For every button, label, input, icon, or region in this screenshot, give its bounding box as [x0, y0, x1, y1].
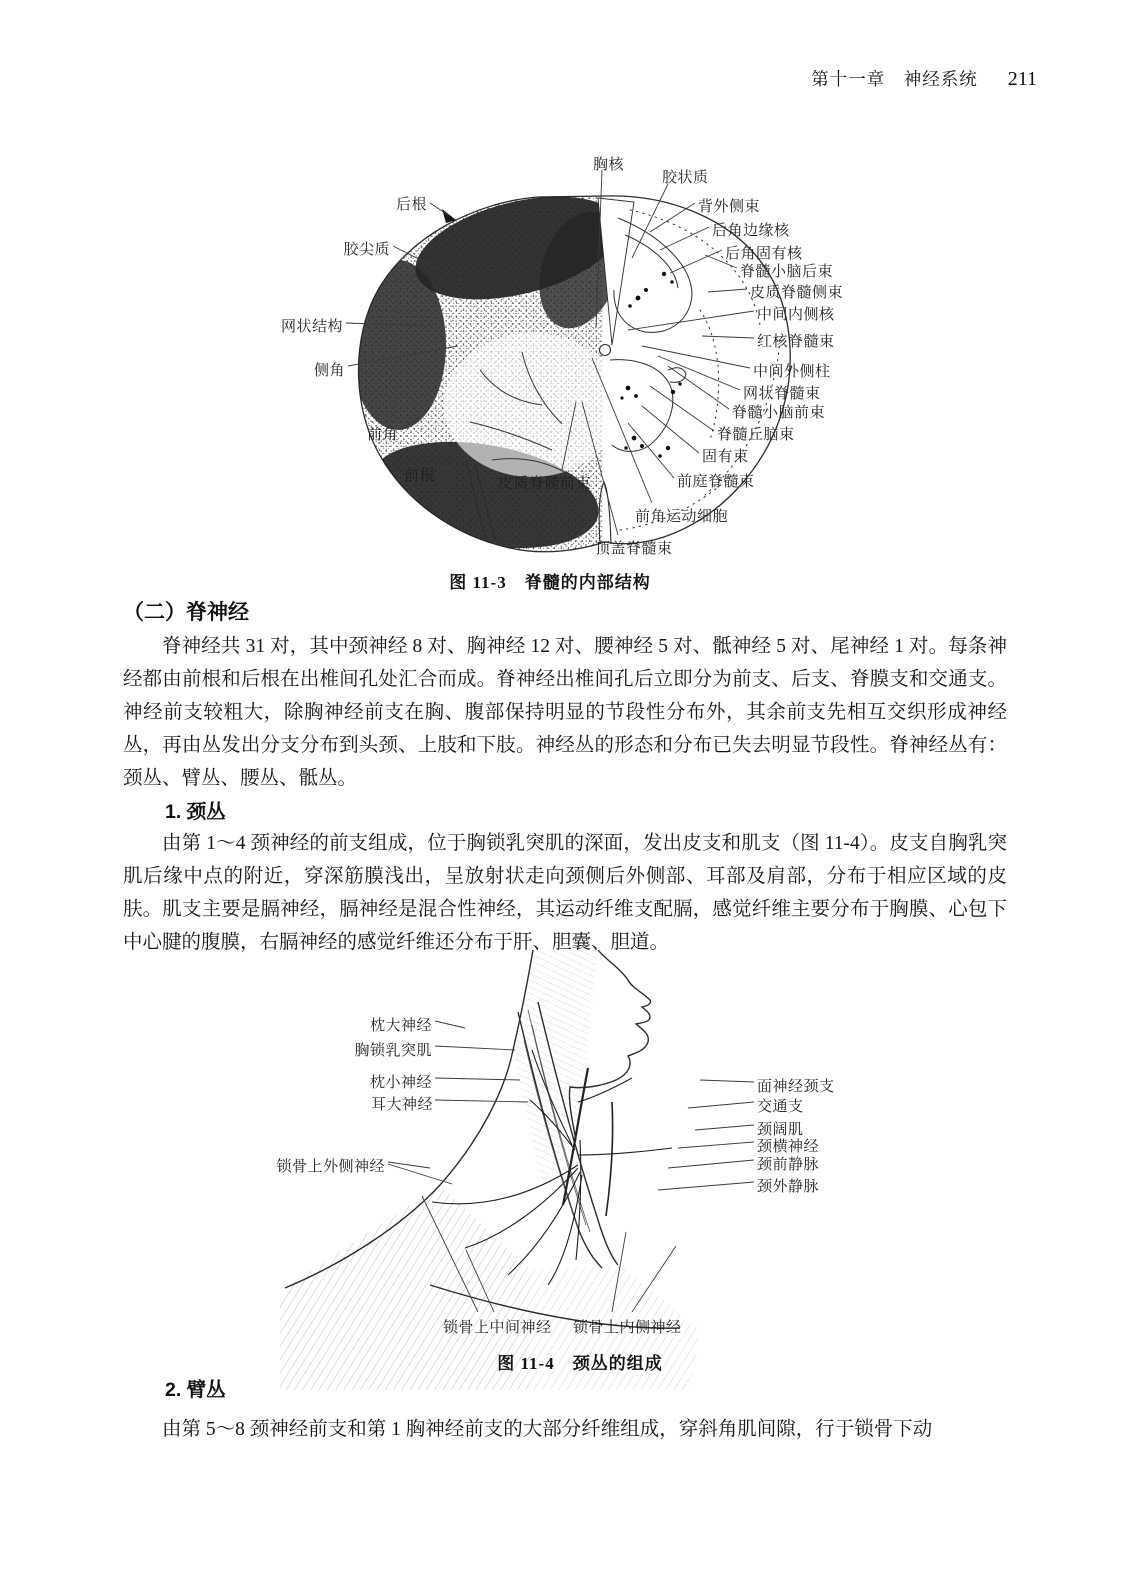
- figure-label: 脊髓丘脑束: [717, 427, 795, 443]
- figure-label: 锁骨上外侧神经: [276, 1159, 385, 1175]
- figure-label: 交通支: [757, 1099, 804, 1115]
- figure-label: 中间外侧柱: [753, 364, 831, 380]
- figure-label: 脊髓小脑前束: [732, 405, 826, 421]
- anterior-jugular-vein: [606, 1102, 613, 1216]
- subsection-heading-brachial-plexus: 2. 臂丛: [165, 1379, 226, 1401]
- brachial-plexus-paragraph: 由第 5～8 颈神经前支和第 1 胸神经前支的大部分纤维组成，穿斜角肌间隙，行于锁骨下动: [162, 1419, 933, 1440]
- figure-label: 耳大神经: [370, 1097, 433, 1113]
- figure-label: 枕大神经: [369, 1018, 432, 1034]
- figure-label: 颈阔肌: [757, 1122, 804, 1138]
- figure-caption: 图 11-3 脊髓的内部结构: [449, 573, 651, 592]
- spinal-cord-cross-section-illustration: [280, 140, 980, 600]
- figure-label: 后角固有核: [725, 246, 803, 262]
- figure-label: 前根: [403, 468, 435, 484]
- figure-label: 固有束: [702, 449, 749, 465]
- page-number: 211: [1007, 68, 1037, 90]
- figure-label: 胸锁乳突肌: [354, 1043, 432, 1059]
- cervical-plexus-paragraph: 由第 1～4 颈神经的前支组成，位于胸锁乳突肌的深面，发出皮支和肌支（图 11-4）。皮支自胸乳突肌后缘中点的附近，穿深筋膜浅出，呈放射状走向颈侧后外侧部、耳部及肩部，分布于相应区域的皮肤。肌支主要是膈神经，膈神经是混合性神经，其运动纤维支配膈，感觉纤维主要分布于胸膜、心包下中心腱的腹膜，右膈神经的感觉纤维还分布于肝、胆囊、胆道。: [123, 833, 1007, 953]
- figure-label: 前庭脊髓束: [677, 474, 755, 490]
- figure-label: 枕小神经: [369, 1075, 432, 1091]
- figure-label: 胸核: [593, 157, 625, 173]
- running-head: [811, 66, 1037, 91]
- figure-11-3: [280, 140, 980, 600]
- section-heading: （二）脊神经: [123, 601, 249, 624]
- figure-label: 中间内侧核: [757, 307, 835, 323]
- figure-11-4: [276, 950, 980, 1400]
- figure-label: 顶盖脊髓束: [595, 541, 673, 557]
- figure-caption: 图 11-4 颈丛的组成: [497, 1354, 663, 1373]
- figure-label: 后角边缘核: [712, 223, 790, 239]
- subsection-heading-cervical-plexus: 1. 颈丛: [165, 801, 226, 823]
- figure-label: 锁骨上内侧神经: [573, 1320, 682, 1336]
- figure-label: 皮质脊髓前束: [498, 476, 592, 492]
- figure-label: 前角运动细胞: [635, 509, 729, 525]
- figure-label: 红核脊髓束: [757, 334, 835, 350]
- chapter-title: 第十一章 神经系统: [811, 69, 978, 89]
- figure-label: 颈外静脉: [757, 1179, 820, 1195]
- figure-label: 背外侧束: [698, 199, 761, 215]
- figure-label: 面神经颈支: [757, 1079, 835, 1095]
- figure-label: 颈横神经: [757, 1139, 820, 1155]
- section-paragraph: 脊神经共 31 对，其中颈神经 8 对、胸神经 12 对、腰神经 5 对、骶神经 5 对、尾神经 1 对。每条神经都由前根和后根在出椎间孔处汇合而成。脊神经出椎间孔后立即分为前支、后支、脊膜支和交通支。神经前支较粗大，除胸神经前支在胸、腹部保持明显的节段性分布外，其余前支先相互交织形成神经丛，再由丛发出分支分布到头颈、上肢和下肢。神经丛的形态和分布已失去明显节段性。脊神经丛有：颈丛、臂丛、腰丛、骶丛。: [123, 636, 1007, 789]
- figure-label: 网状脊髓束: [743, 386, 821, 402]
- figure-label: 侧角: [313, 363, 345, 379]
- left-half-stipple: [340, 178, 635, 564]
- figure-label: 颈前静脉: [757, 1157, 820, 1173]
- figure-label: 胶状质: [662, 170, 709, 186]
- figure-label: 锁骨上中间神经: [443, 1320, 552, 1336]
- figure-label: 胶尖质: [343, 242, 390, 258]
- figure-label: 后根: [395, 197, 427, 213]
- figure-label: 前角: [366, 427, 398, 443]
- figure-label: 皮质脊髓侧束: [750, 285, 844, 301]
- figure-label: 脊髓小脑后束: [740, 264, 834, 280]
- figure-label: 网状结构: [280, 319, 343, 335]
